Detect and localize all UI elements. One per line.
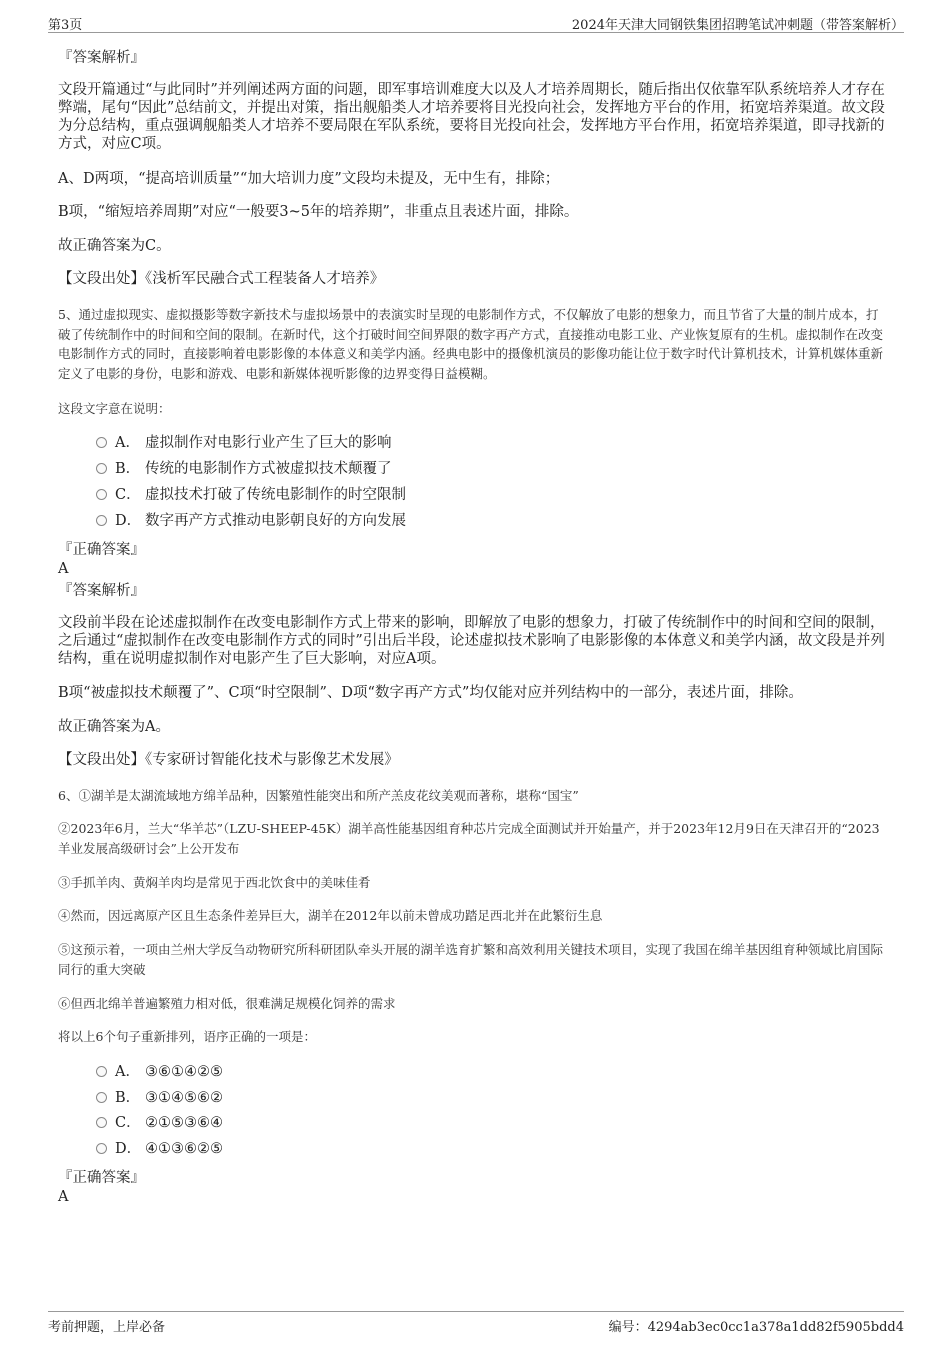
q6-sentence-5: ⑤这预示着，一项由兰州大学反刍动物研究所科研团队牵头开展的湖羊选育扩繁和高效利用关键技术项目，实现了我国在绵羊基因组育种领域比肩国际同行的重大突破: [58, 942, 884, 977]
q6-sentence-3: ③手抓羊肉、黄焖羊肉均是常见于西北饮食中的美味佳肴: [58, 875, 371, 890]
q5-answer: A: [58, 561, 69, 577]
q4-option-b-note: B项，“缩短培养周期”对应“一般要3~5年的培养期”，非重点且表述片面，排除。: [58, 204, 579, 220]
footer-slogan: 考前押题，上岸必备: [48, 1320, 166, 1335]
document-id: 编号：4294ab3ec0cc1a378a1dd82f5905bdd4: [608, 1320, 904, 1335]
document-title: 2024年天津大同钢铁集团招聘笔试冲刺题（带答案解析）: [571, 18, 904, 33]
q5-source: 【文段出处】《专家研讨智能化技术与影像艺术发展》: [58, 752, 399, 768]
q6-sentence-2: ②2023年6月，兰大“华羊芯”（LZU-SHEEP-45K）湖羊高性能基因组育种芯片完成全面测试并开始量产，并于2023年12月9日在天津召开的“2023羊业发展高级研讨会”上公开发布: [58, 821, 880, 856]
q5-option-a[interactable]: A． 虚拟制作对电影行业产生了巨大的影响: [96, 433, 392, 453]
radio-icon[interactable]: [96, 437, 107, 448]
radio-icon[interactable]: [96, 489, 107, 500]
q6-option-c[interactable]: C． ②①⑤③⑥④: [96, 1113, 223, 1133]
radio-icon[interactable]: [96, 1143, 107, 1154]
q5-stem: 5、通过虚拟现实、虚拟摄影等数字新技术与虚拟场景中的表演实时呈现的电影制作方式，不仅解放了电影的想象力，而且节省了大量的制片成本，打破了传统制作中的时间和空间的限制。在新时代，这个打破时间空间界限的数字再产方式，直接推动电影工业、产业恢复原有的生机。虚拟制作在改变电影制作方式的同时，直接影响着电影影像的本体意义和美学内涵。经典电影中的摄像机演员的影像功能让位于数字时代计算机技术，计算机媒体重新定义了电影的身份，电影和游戏、电影和新媒体视听影像的边界变得日益模糊。: [58, 307, 884, 381]
page-header: [48, 14, 904, 33]
page-number: 第3页: [48, 18, 83, 33]
radio-icon[interactable]: [96, 1092, 107, 1103]
page-footer: [48, 1311, 904, 1336]
q6-answer-label: 『正确答案』: [58, 1170, 145, 1186]
q4-analysis: 文段开篇通过“与此同时”并列阐述两方面的问题，即军事培训难度大以及人才培养周期长，随后指出仅依靠军队系统培养人才存在弊端，尾句“因此”总结前文，并提出对策，指出舰船类人才培养要将目光投向社会，发挥地方平台的作用，拓宽培养渠道。故文段为分总结构，重点强调舰船类人才培养不要局限在军队系统，要将目光投向社会，发挥地方平台作用，拓宽培养渠道，即寻找新的方式，对应C项。: [58, 82, 885, 152]
q6-sentence-4: ④然而，因远离原产区且生态条件差异巨大，湖羊在2012年以前未曾成功踏足西北并在此繁衍生息: [58, 908, 603, 923]
q5-option-b[interactable]: B． 传统的电影制作方式被虚拟技术颠覆了: [96, 459, 392, 479]
q6-question: 将以上6个句子重新排列，语序正确的一项是：: [58, 1029, 316, 1044]
radio-icon[interactable]: [96, 463, 107, 474]
radio-icon[interactable]: [96, 1066, 107, 1077]
radio-icon[interactable]: [96, 515, 107, 526]
q5-conclusion: 故正确答案为A。: [58, 719, 170, 735]
q6-option-d[interactable]: D． ④①③⑥②⑤: [96, 1139, 223, 1159]
q4-source: 【文段出处】《浅析军民融合式工程装备人才培养》: [58, 271, 385, 287]
q4-option-ad-note: A、D两项，“提高培训质量”“加大培训力度”文段均未提及，无中生有，排除；: [58, 171, 560, 187]
q5-option-d[interactable]: D． 数字再产方式推动电影朝良好的方向发展: [96, 511, 406, 531]
q4-conclusion: 故正确答案为C。: [58, 238, 171, 254]
q6-option-b[interactable]: B． ③①④⑤⑥②: [96, 1088, 223, 1108]
q6-answer: A: [58, 1189, 69, 1205]
q6-sentence-6: ⑥但西北绵羊普遍繁殖力相对低，很难满足规模化饲养的需求: [58, 996, 396, 1011]
q5-analysis-label: 『答案解析』: [58, 583, 145, 599]
q5-other-options-note: B项“被虚拟技术颠覆了”、C项“时空限制”、D项“数字再产方式”均仅能对应并列结构中的一部分，表述片面，排除。: [58, 685, 803, 701]
q4-analysis-label: 『答案解析』: [58, 50, 145, 66]
q6-option-a[interactable]: A． ③⑥①④②⑤: [96, 1062, 223, 1082]
q6-sentence-1: 6、①湖羊是太湖流域地方绵羊品种，因繁殖性能突出和所产羔皮花纹美观而著称，堪称“国宝”: [58, 788, 579, 803]
q5-answer-label: 『正确答案』: [58, 542, 145, 558]
radio-icon[interactable]: [96, 1117, 107, 1128]
q5-analysis: 文段前半段在论述虚拟制作在改变电影制作方式上带来的影响，即解放了电影的想象力，打破了传统制作中的时间和空间的限制，之后通过“虚拟制作在改变电影制作方式的同时”引出后半段，论述虚拟技术影响了电影影像的本体意义和美学内涵，故文段是并列结构，重在说明虚拟制作对电影产生了巨大影响，对应A项。: [58, 615, 885, 667]
q5-option-c[interactable]: C． 虚拟技术打破了传统电影制作的时空限制: [96, 485, 406, 505]
q5-question: 这段文字意在说明：: [58, 401, 171, 416]
